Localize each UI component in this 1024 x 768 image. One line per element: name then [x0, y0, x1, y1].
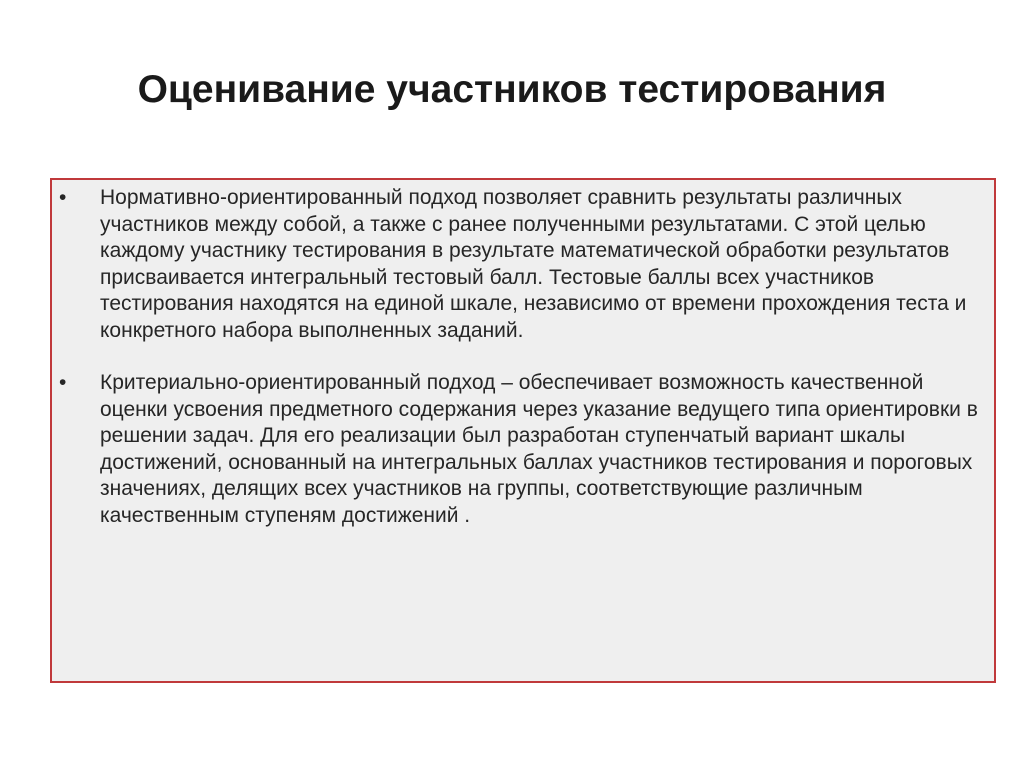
bullet-item-normative [52, 185, 994, 344]
bullet-text-normative: Нормативно-ориентированный подход позволяет сравнить результаты различных участников между собой, а также с ранее полученными результатами. С этой целью каждому участнику тестирования в результате математической обработки результатов присваивается интегральный тестовый балл. Тестовые баллы всех участников тестирования находятся на единой шкале, независимо от времени прохождения теста и конкретного набора выполненных заданий. [100, 186, 967, 342]
slide-title: Оценивание участников тестирования [137, 68, 887, 111]
content-box [50, 178, 996, 683]
bullet-list [52, 185, 994, 529]
bullet-text-criterion: Критериально-ориентированный подход – обеспечивает возможность качественной оценки усвоения предметного содержания через указание ведущего типа ориентировки в решении задач. Для его реализации был разработан ступенчатый вариант шкалы достижений, основанный на интегральных баллах участников тестирования и пороговых значениях, делящих всех участников на группы, соответствующие различным качественным ступеням достижений . [100, 371, 978, 527]
bullet-dot-icon: • [59, 186, 67, 209]
bullet-dot-icon: • [59, 371, 67, 394]
bullet-item-criterion [52, 370, 994, 529]
